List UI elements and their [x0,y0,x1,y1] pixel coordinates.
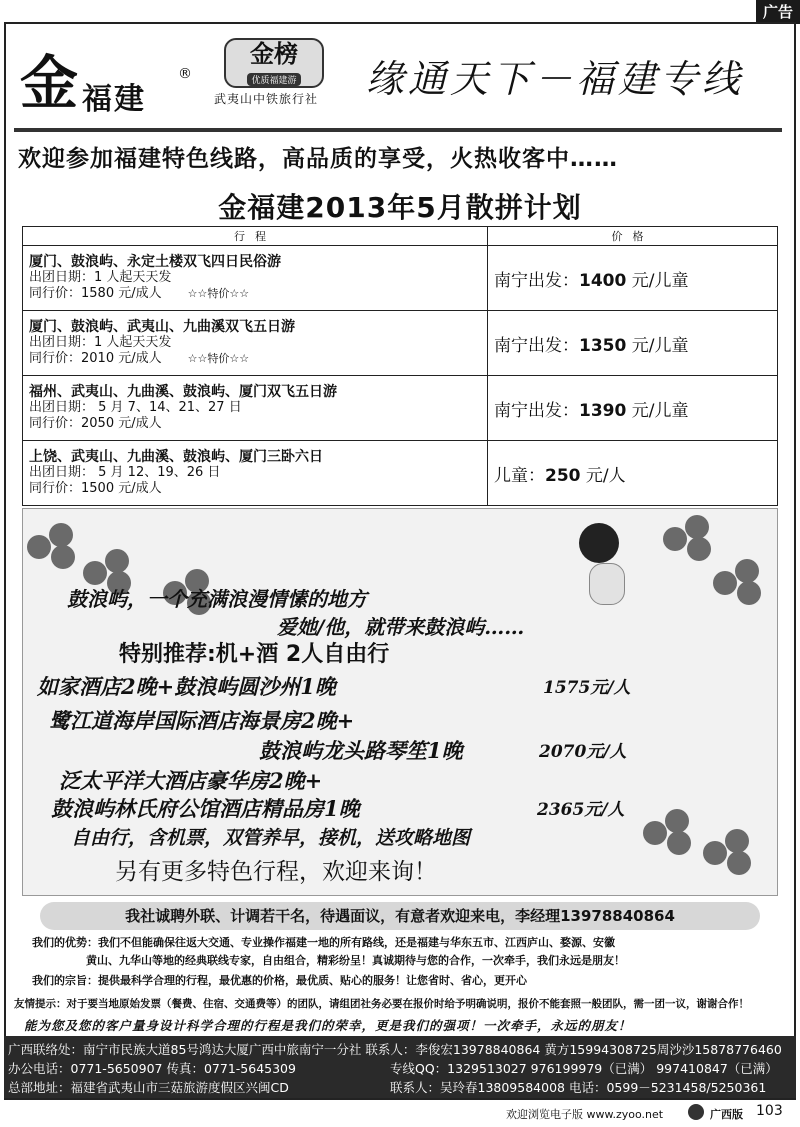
office-phone: 办公电话：0771-5650907 传真：0771-5645309 [8,1061,296,1076]
promise-statement: 能为您及您的客户量身设计科学合理的行程是我们的荣幸，更是我们的强项！一次牵手，永远的朋友！ [24,1018,632,1033]
route-cell [23,246,488,311]
package-inclusions: 自由行，含机票，双管养早，接机，送攻略地图 [71,827,471,849]
departure-date: 出团日期：1 人起天天发 [29,270,172,285]
package-2-price: 2070元/人 [539,742,627,762]
seal-subtitle: 优质福建游 [247,73,300,86]
table-row [23,376,778,441]
advantages-label: 我们的优势： [32,936,98,949]
price-value: 1400 [579,270,627,291]
route-name: 上饶、武夷山、九曲溪、鼓浪屿、厦门三卧六日 [29,449,323,465]
package-1: 如家酒店2晚+鼓浪屿圆沙州1晚 [37,674,336,699]
advantages-text: 我们不但能确保往返大交通、专业操作福建一地的所有路线，还是福建与华东五市、江西庐山、婺源、安徽 [98,936,615,949]
route-cell [23,441,488,506]
page-footer [0,1100,800,1127]
jinbang-seal-logo [214,38,334,106]
package-2-detail: 鼓浪屿龙头路琴笙1晚 [259,738,463,763]
gulangyu-promo-panel [22,508,778,896]
price-prefix: 儿童： [494,465,545,486]
guangxi-office: 广西联络处：南宁市民族大道85号鸿达大厦广西中旅南宁一分社 联系人：李俊宏13978840864 黄方15994308725周沙沙15878776460 [8,1042,782,1057]
agency-name: 武夷山中铁旅行社 [214,92,319,106]
promo-tagline-2: 爱她/他，就带来鼓浪屿…… [277,615,525,639]
peer-price: 同行价：2050 元/成人 [29,416,162,431]
hq-contact: 联系人：吴玲春13809584008 电话：0599－5231458/5250361 [390,1080,767,1095]
header-divider [14,128,782,132]
logo-char: 金 [20,49,79,117]
advantages-continued: 黄山、九华山等地的经典联线专家，自由组合，精彩纷呈！真诚期待与您的合作，一次牵手，我们永远是朋友！ [86,954,625,967]
table-header [23,227,778,246]
departure-date: 出团日期： 5 月 12、19、26 日 [29,465,221,480]
price-cell [488,441,778,506]
price-prefix: 南宁出发： [494,270,579,291]
price-unit: 元/儿童 [631,400,689,421]
package-3-price: 2365元/人 [537,800,625,820]
clover-icon [643,809,693,859]
price-value: 1390 [579,400,627,421]
website-note: 欢迎浏览电子版 www.zyoo.net [506,1108,664,1121]
contact-panel [4,1036,796,1098]
route-cell [23,376,488,441]
price-value: 1350 [579,335,627,356]
registered-mark: ® [178,66,192,82]
seal-badge [224,38,324,88]
ad-tag: 广告 [756,0,800,24]
table-row [23,441,778,506]
slogan: 缘通天下－福建专线 [366,57,745,101]
plan-title: 金福建2013年5月散拼计划 [218,191,582,224]
route-column-header: 行程 [23,227,488,246]
qq-numbers: 专线QQ：1329513027 976199979（已满） 997410847（已满） [390,1061,778,1076]
price-unit: 元/儿童 [631,335,689,356]
price-cell [488,246,778,311]
price-column-header: 价格 [488,227,778,246]
edition-label: 广西版 [710,1108,743,1121]
more-routes-invite: 另有更多特色行程，欢迎来询！ [115,859,437,885]
recruitment-banner: 我社诚聘外联、计调若干名，待遇面议，有意者欢迎来电，李经理13978840864 [40,902,760,930]
price-cell [488,376,778,441]
route-name: 福州、武夷山、九曲溪、鼓浪屿、厦门双飞五日游 [29,384,337,400]
route-name: 厦门、鼓浪屿、永定土楼双飞四日民俗游 [29,254,281,270]
friendly-notice: 友情提示：对于要当地原始发票（餐费、住宿、交通费等）的团队，请组团社务必要在报价时给予明确说明，报价不能套照一般团队，需一团一议，谢谢合作！ [14,998,749,1010]
price-prefix: 南宁出发： [494,335,579,356]
page-number: 103 [756,1103,783,1119]
table-row [23,311,778,376]
peer-price: 同行价：2010 元/成人 [29,351,162,366]
price-unit: 元/儿童 [631,270,689,291]
price-unit: 元/人 [585,465,626,486]
route-name: 厦门、鼓浪屿、武夷山、九曲溪双飞五日游 [29,319,295,335]
clover-icon [703,829,753,879]
welcome-banner: 欢迎参加福建特色线路，高品质的享受，火热收客中…… [18,146,618,172]
promo-tagline: 鼓浪屿，一个充满浪漫情愫的地方 [67,587,367,611]
mission-text: 提供最科学合理的行程，最优惠的价格，最优质、贴心的服务！让您省时、省心，更开心 [98,974,527,987]
jinfujian-logo [20,36,192,117]
advantages-block [32,934,782,952]
package-1-price: 1575元/人 [543,678,631,698]
edition-badge-icon [688,1104,704,1120]
table-row [23,246,778,311]
mission-label: 我们的宗旨： [32,974,98,987]
special-offer-badge: ☆☆特价☆☆ [187,352,250,365]
mission-block [32,972,782,990]
departure-date: 出团日期： 5 月 7、14、21、27 日 [29,400,242,415]
peer-price: 同行价：1500 元/成人 [29,481,162,496]
route-cell [23,311,488,376]
special-offer-badge: ☆☆特价☆☆ [187,287,250,300]
promo-headline: 特别推荐:机+酒 2人自由行 [119,642,390,667]
hq-address: 总部地址：福建省武夷山市三菇旅游度假区兴闽CD [8,1080,289,1095]
peer-price: 同行价：1580 元/成人 [29,286,162,301]
price-value: 250 [545,465,581,486]
clover-icon [27,523,77,573]
price-cell [488,311,778,376]
price-prefix: 南宁出发： [494,400,579,421]
clover-icon [713,559,763,609]
package-3: 泛太平洋大酒店豪华房2晚+ [59,768,323,793]
girl-illustration-icon [579,523,619,563]
seal-title: 金榜 [250,39,298,68]
route-table [22,226,778,506]
girl-body-icon [589,563,625,605]
package-3-detail: 鼓浪屿林氏府公馆酒店精品房1晚 [51,796,360,821]
logo-name: 福建 [82,82,146,117]
package-2: 鹭江道海岸国际酒店海景房2晚+ [49,708,355,733]
departure-date: 出团日期：1 人起天天发 [29,335,172,350]
clover-icon [663,515,713,565]
